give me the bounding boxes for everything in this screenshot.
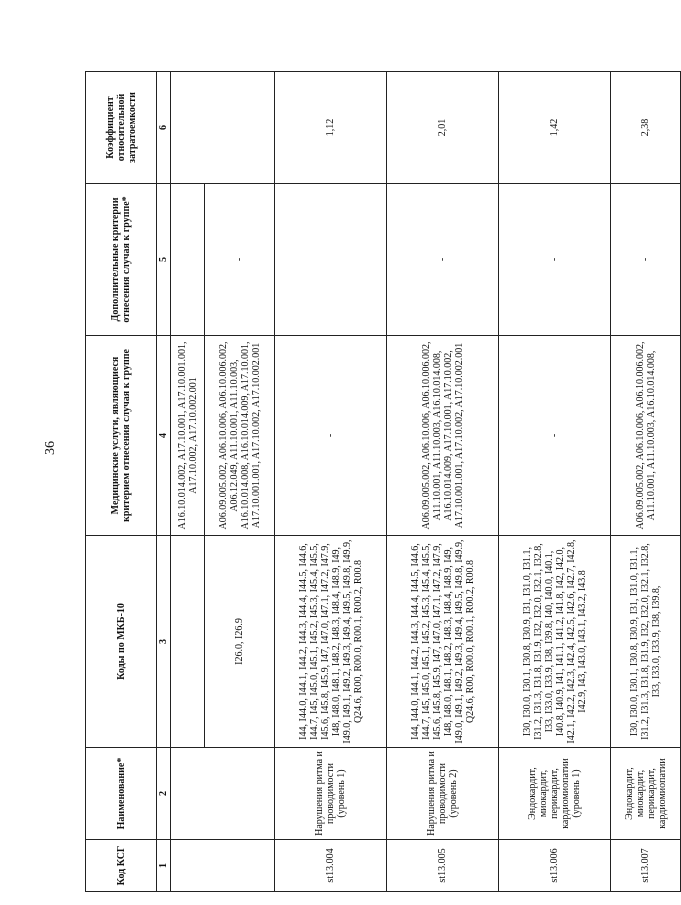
cell-icd-codes: I30, I30.0, I30.1, I30.8, I30.9, I31, I31.0, I31.1, I31.2, I31.3, I31.8, I31.9, I32, I32.0, I32.1, I32.8, I33, I33.0, I33.9, I38, I39.8, I40, I40.0, I40.1, I40.8, I40.9, I41, I41.1, I41.2, I41.8, I42, I42.0, I42.1, I42.2, I42.3, I42.4, I42.5, I42.6, I42.7, I42.8, I42.9, I43, I43.0, I43.1, I43.2, I43.8: [499, 536, 611, 748]
table-row: [611, 72, 681, 892]
cell-icd-codes: I26.0, I26.9: [205, 536, 275, 748]
cell-name: Нарушения ритма и проводимости (уровень 1): [275, 748, 387, 840]
cell-icd-codes: [171, 536, 205, 748]
cell-coefficient: 1,12: [275, 72, 387, 184]
cell-icd-codes: I44, I44.0, I44.1, I44.2, I44.3, I44.4, I44.5, I44.6, I44.7, I45, I45.0, I45.1, I45.2, I45.3, I45.4, I45.5, I45.6, I45.8, I45.9, I47, I47.0, I47.1, I47.2, I47.9, I48, I48.0, I48.1, I48.2, I48.3, I48.4, I48.9, I49, I49.0, I49.1, I49.2, I49.3, I49.4, I49.5, I49.8, I49.9, Q24.6, R00, R00.0, R00.1, R00.2, R00.8: [387, 536, 499, 748]
cell-coefficient: [171, 72, 275, 184]
cell-code: st13.007: [611, 840, 681, 892]
col-number: 4: [157, 336, 171, 536]
cell-code: st13.005: [387, 840, 499, 892]
cell-services: A06.09.005.002, A06.10.006, A06.10.006.002, A06.12.049, A11.10.001, A11.10.003, A16.10.014.008, A16.10.014.009, A17.10.001, A17.10.001.001, A17.10.002, A17.10.002.001: [205, 336, 275, 536]
col-number: 3: [157, 536, 171, 748]
cell-code: [171, 840, 275, 892]
cell-extra: -: [205, 184, 275, 336]
cell-services: -: [275, 336, 387, 536]
cell-extra: -: [499, 184, 611, 336]
header-extra-criteria: Дополнительные критерии отнесения случая к группе*: [86, 184, 157, 336]
header-coefficient: Коэффициент относительной затратоемкости: [86, 72, 157, 184]
table-row: [171, 72, 205, 892]
cell-services: A16.10.014.002, A17.10.001, A17.10.001.001, A17.10.002, A17.10.002.001: [171, 336, 205, 536]
cell-coefficient: 2,38: [611, 72, 681, 184]
col-number: 5: [157, 184, 171, 336]
page-number: 36: [43, 441, 58, 455]
cell-extra: [171, 184, 205, 336]
cell-name: Эндокардит, миокардит, перикардит, кардиомиопатии: [611, 748, 681, 840]
cell-extra: -: [387, 184, 499, 336]
header-name: Наименование*: [86, 748, 157, 840]
cell-code: st13.004: [275, 840, 387, 892]
ksg-table: [85, 71, 681, 892]
cell-icd-codes: I30, I30.0, I30.1, I30.8, I30.9, I31, I31.0, I31.1, I31.2, I31.3, I31.8, I31.9, I32, I32.0, I32.1, I32.8, I33, I33.0, I33.9, I38, I39.8,: [611, 536, 681, 748]
cell-coefficient: 2,01: [387, 72, 499, 184]
cell-coefficient: 1,42: [499, 72, 611, 184]
cell-extra: [275, 184, 387, 336]
col-number: 2: [157, 748, 171, 840]
header-row: [86, 72, 157, 892]
column-number-row: [157, 72, 171, 892]
header-code: Код КСГ: [86, 840, 157, 892]
cell-name: Нарушения ритма и проводимости (уровень 2): [387, 748, 499, 840]
cell-name: Эндокардит, миокардит, перикардит, кардиомиопатии (уровень 1): [499, 748, 611, 840]
col-number: 6: [157, 72, 171, 184]
cell-icd-codes: I44, I44.0, I44.1, I44.2, I44.3, I44.4, I44.5, I44.6, I44.7, I45, I45.0, I45.1, I45.2, I45.3, I45.4, I45.5, I45.6, I45.8, I45.9, I47, I47.0, I47.1, I47.2, I47.9, I48, I48.0, I48.1, I48.2, I48.3, I48.4, I48.9, I49, I49.0, I49.1, I49.2, I49.3, I49.4, I49.5, I49.8, I49.9, Q24.6, R00, R00.0, R00.1, R00.2, R00.8: [275, 536, 387, 748]
header-services: Медицинские услуги, являющиеся критерием отнесения случая к группе: [86, 336, 157, 536]
table-row: [275, 72, 387, 892]
cell-extra: -: [611, 184, 681, 336]
rotated-table-container: [85, 72, 668, 892]
col-number: 1: [157, 840, 171, 892]
cell-services: A06.09.005.002, A06.10.006, A06.10.006.002, A11.10.001, A11.10.003, A16.10.014.008, A16.10.014.009, A17.10.001, A17.10.002, A17.10.001.001, A17.10.002, A17.10.002.001: [387, 336, 499, 536]
table-row: [499, 72, 611, 892]
table-row: [387, 72, 499, 892]
cell-name: [171, 748, 275, 840]
cell-services: -: [499, 336, 611, 536]
cell-code: st13.006: [499, 840, 611, 892]
header-icd-codes: Коды по МКБ-10: [86, 536, 157, 748]
cell-services: A06.09.005.002, A06.10.006, A06.10.006.002, A11.10.001, A11.10.003, A16.10.014.008,: [611, 336, 681, 536]
